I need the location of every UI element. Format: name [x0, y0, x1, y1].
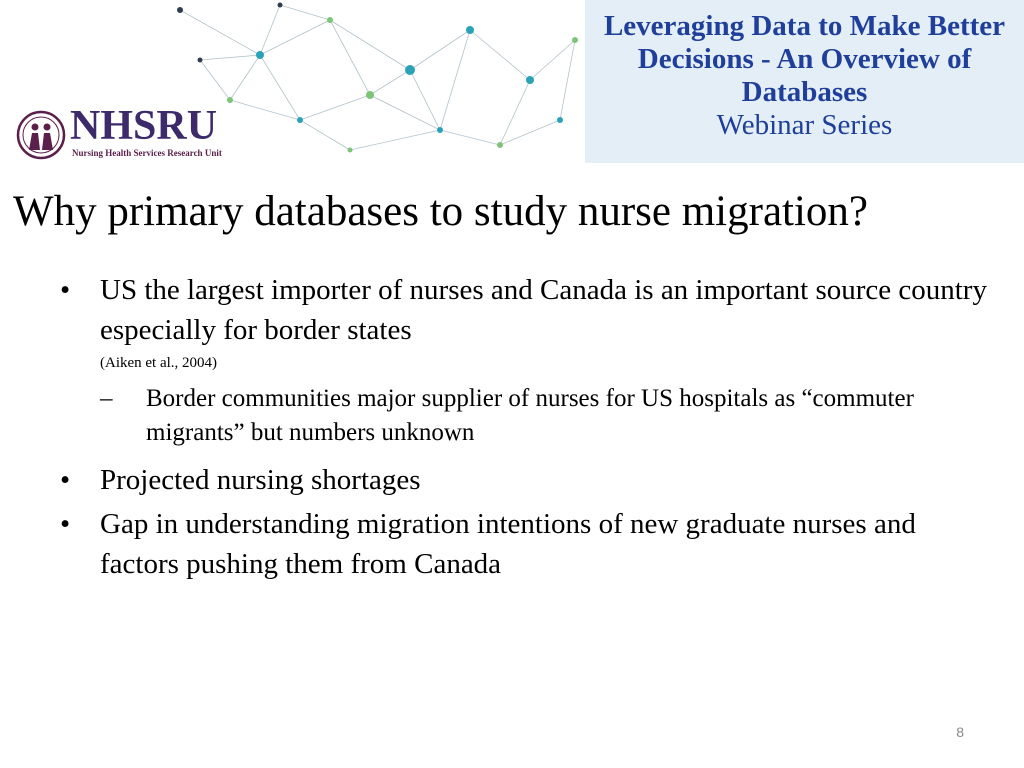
- bullet-list: [60, 270, 990, 588]
- bullet-text: US the largest importer of nurses and Canada is an important source country especially for border states: [100, 274, 987, 346]
- bullet-marker: •: [60, 508, 71, 540]
- logo-subtitle: Nursing Health Services Research Unit: [72, 148, 222, 158]
- bullet-text: Gap in understanding migration intentions of new graduate nurses and factors pushing them from Canada: [100, 508, 916, 580]
- bullet-item-2: [60, 460, 990, 500]
- bullet-item-3: [60, 504, 990, 584]
- subbullet-item-1: [100, 382, 990, 450]
- webinar-title-box: [585, 0, 1024, 163]
- bullet-item-1: [60, 270, 990, 374]
- webinar-subtitle: Webinar Series: [716, 109, 893, 141]
- slide-title: Why primary databases to study nurse migration?: [13, 188, 869, 235]
- webinar-title: Leveraging Data to Make Better Decisions - An Overview of Databases: [603, 10, 1006, 108]
- bullet-text: Projected nursing shortages: [100, 464, 421, 496]
- logo-emblem-icon: [16, 110, 66, 160]
- subbullet-marker: –: [100, 385, 113, 412]
- subbullet-text: Border communities major supplier of nurses for US hospitals as “commuter migrants” but numbers unknown: [146, 385, 914, 446]
- bullet-marker: •: [60, 274, 71, 306]
- citation: (Aiken et al., 2004): [100, 355, 218, 371]
- page-number: 8: [956, 724, 964, 740]
- logo-text: NHSRU: [70, 103, 218, 149]
- bullet-marker: •: [60, 464, 71, 496]
- nhsru-logo: [16, 103, 256, 162]
